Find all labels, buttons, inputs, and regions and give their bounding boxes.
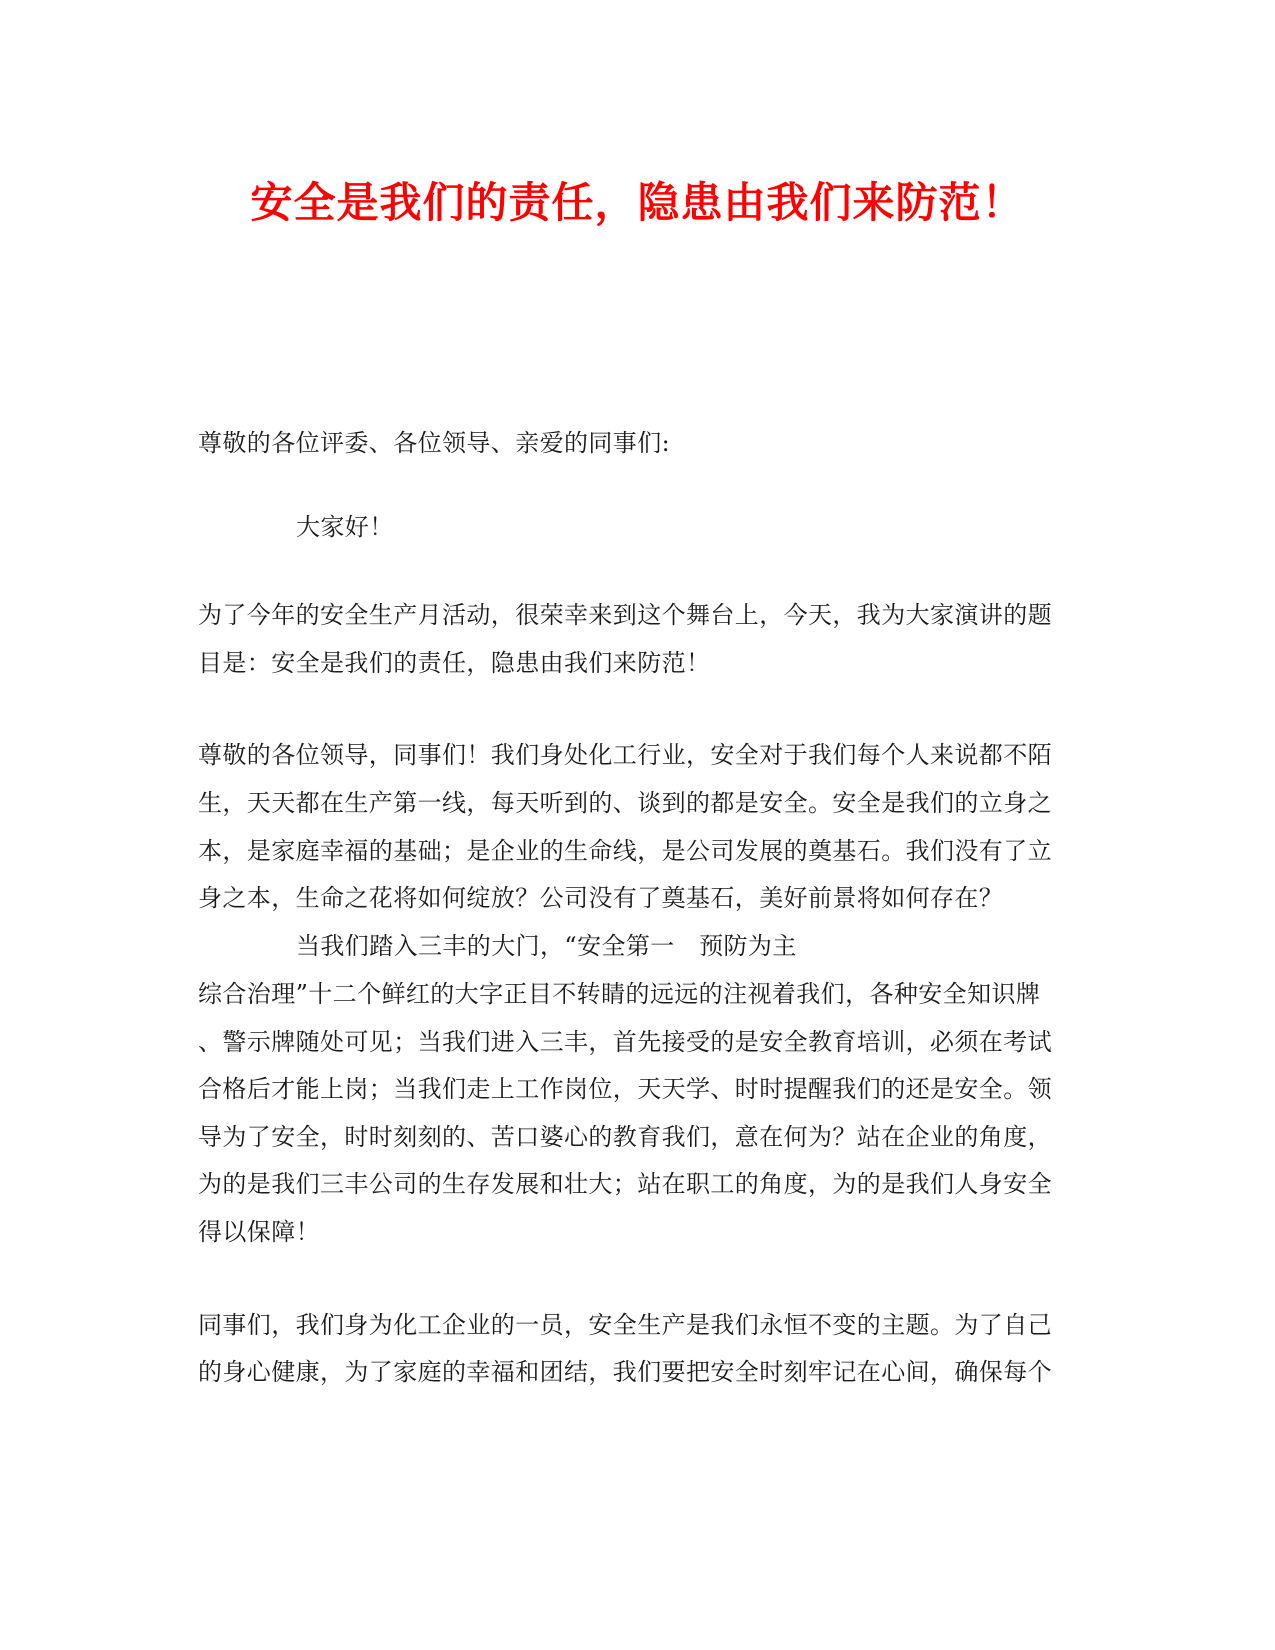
paragraph-2-line-4: 身之本，生命之花将如何绽放？公司没有了奠基石，美好前景将如何存在？ xyxy=(198,884,1004,912)
paragraph-2-line-1: 尊敬的各位领导，同事们！我们身处化工行业，安全对于我们每个人来说都不陌 xyxy=(198,741,1052,769)
paragraph-1-line-1: 为了今年的安全生产月活动，很荣幸来到这个舞台上，今天，我为大家演讲的题 xyxy=(198,601,1052,629)
paragraph-4-line-1: 同事们，我们身为化工企业的一员，安全生产是我们永恒不变的主题。为了自己 xyxy=(198,1311,1052,1339)
paragraph-3-line-2: 综合治理”十二个鲜红的大字正目不转睛的远远的注视着我们，各种安全知识牌 xyxy=(198,980,1041,1008)
paragraph-3-line-4: 合格后才能上岗；当我们走上工作岗位，天天学、时时提醒我们的还是安全。领 xyxy=(198,1075,1052,1103)
paragraph-4-line-2: 的身心健康，为了家庭的幸福和团结，我们要把安全时刻牢记在心间，确保每个 xyxy=(198,1358,1052,1386)
paragraph-3-line-6: 为的是我们三丰公司的生存发展和壮大；站在职工的角度，为的是我们人身安全 xyxy=(198,1170,1052,1198)
paragraph-2-line-3: 本，是家庭幸福的基础；是企业的生命线，是公司发展的奠基石。我们没有了立 xyxy=(198,837,1052,865)
paragraph-3-first-line: 当我们踏入三丰的大门，“安全第一 预防为主 xyxy=(296,932,797,960)
paragraph-2-line-2: 生，天天都在生产第一线，每天听到的、谈到的都是安全。安全是我们的立身之 xyxy=(198,789,1052,817)
document-title: 安全是我们的责任，隐患由我们来防范！ xyxy=(250,178,1025,227)
paragraph-1-line-2: 目是：安全是我们的责任，隐患由我们来防范！ xyxy=(198,649,711,677)
paragraph-3-line-7: 得以保障！ xyxy=(198,1218,320,1246)
paragraph-3-line-5: 导为了安全，时时刻刻的、苦口婆心的教育我们，意在何为？站在企业的角度， xyxy=(198,1123,1052,1151)
paragraph-3-line-3: 、警示牌随处可见；当我们进入三丰，首先接受的是安全教育培训，必须在考试 xyxy=(198,1028,1052,1056)
greeting: 大家好！ xyxy=(296,513,394,541)
salutation: 尊敬的各位评委、各位领导、亲爱的同事们: xyxy=(198,429,671,457)
